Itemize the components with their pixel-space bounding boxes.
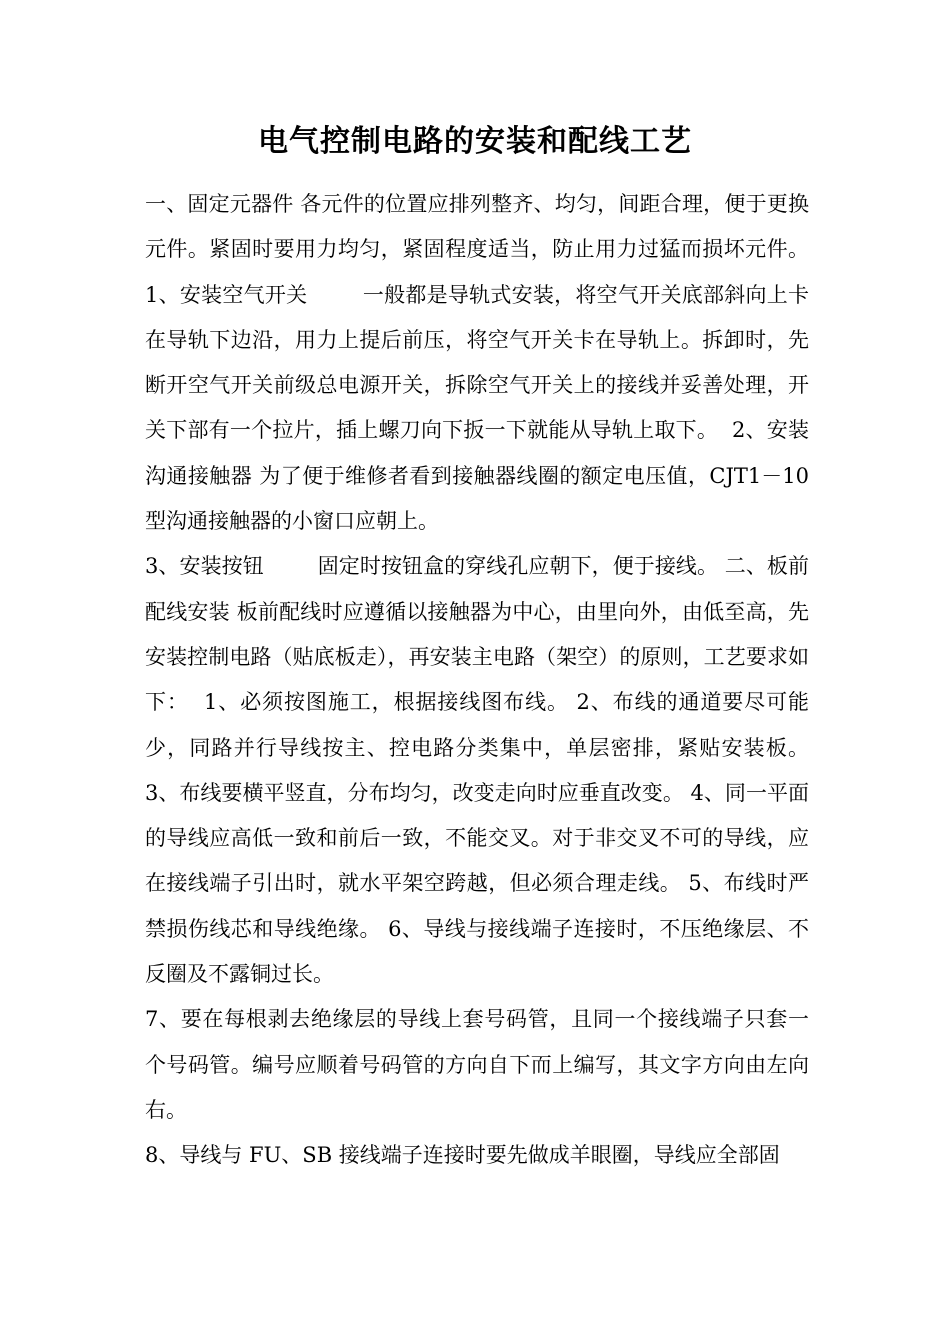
paragraph-4: 8、导线与 FU、SB 接线端子连接时要先做成羊眼圈，导线应全部固 — [145, 1143, 780, 1168]
paragraph-3: 7、要在每根剥去绝缘层的导线上套号码管，且同一个接线端子只套一个号码管。编号应顺着号码管的方向自下而上编写，其文字方向由左向右。 — [145, 1007, 809, 1122]
document-title: 电气控制电路的安装和配线工艺 — [258, 124, 692, 159]
paragraph-1: 一、固定元器件 各元件的位置应排列整齐、均匀，间距合理，便于更换元件。紧固时要用力均匀，紧固程度适当，防止用力过猛而损坏元件。 1、安装空气开关 一般都是导轨式安装，将空气开关底部斜向上卡在导轨下边沿，用力上提后前压，将空气开关卡在导轨上。拆卸时，先断开空气开关前级总电源开关，拆除空气开关上的接线并妥善处理，开关下部有一个拉片，插上螺刀向下扳一下就能从导轨上取下。 2、安装沟通接触器 为了便于维修者看到接触器线圈的额定电压值，CJT1－10 型沟通接触器的小窗口应朝上。 — [145, 192, 816, 534]
document-body — [145, 182, 816, 1179]
paragraph-2: 3、安装按钮 固定时按钮盒的穿线孔应朝下，便于接线。 二、板前配线安装 板前配线时应遵循以接触器为中心，由里向外，由低至高，先安装控制电路（贴底板走），再安装主电路（架空）的原则，工艺要求如下： 1、必须按图施工，根据接线图布线。 2、布线的通道要尽可能少，同路并行导线按主、控电路分类集中，单层密排，紧贴安装板。 3、布线要横平竖直，分布均匀，改变走向时应垂直改变。 4、同一平面的导线应高低一致和前后一致，不能交叉。对于非交叉不可的导线，应在接线端子引出时，就水平架空跨越，但必须合理走线。 5、布线时严禁损伤线芯和导线绝缘。 6、导线与接线端子连接时，不压绝缘层、不反圈及不露铜过长。 — [145, 554, 816, 987]
